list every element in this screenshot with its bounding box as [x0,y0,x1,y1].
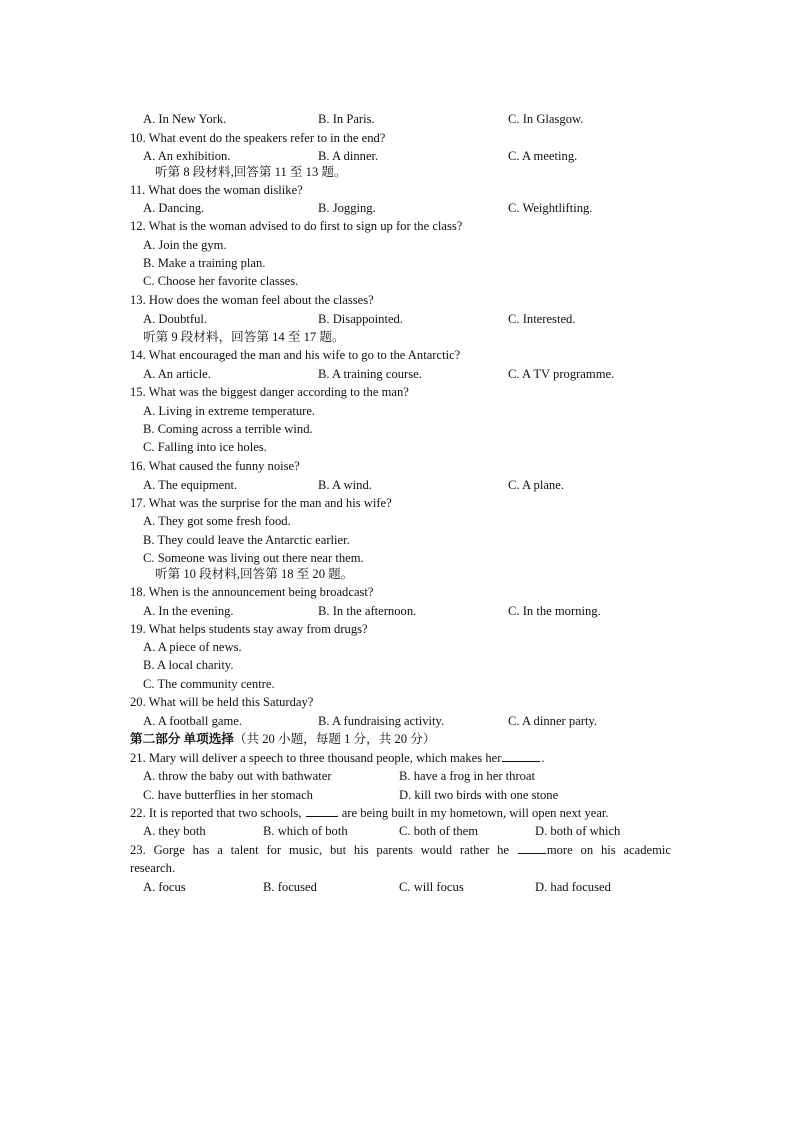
option-b: B. which of both [263,824,348,838]
option-a: A. Living in extreme temperature. [143,404,316,418]
question-stem: 18. When is the announcement being broadcast? [130,585,374,599]
option-d: D. kill two birds with one stone [399,788,559,802]
option-d: D. had focused [535,880,611,894]
option-c: C. Interested. [508,312,576,326]
option-a: A. An article. [143,367,211,381]
option-c: C. both of them [399,824,479,838]
question-stem: 10. What event do the speakers refer to in the end? [130,131,386,145]
option-c: C. Weightlifting. [508,201,593,215]
section-instruction: 听第 9 段材料，回答第 14 至 17 题。 [143,330,345,344]
option-a: A. The equipment. [143,478,238,492]
question-stem: 17. What was the surprise for the man and his wife? [130,496,392,510]
stem-text: 22. It is reported that two schools, [130,806,302,820]
question-stem [130,842,671,858]
part-heading [130,731,435,747]
option-b: B. Disappointed. [318,312,404,326]
option-b: B. A dinner. [318,149,379,163]
option-b: B. Coming across a terrible wind. [143,422,313,436]
answer-blank [518,842,546,854]
option-c: C. In Glasgow. [508,112,584,126]
option-a: A. Doubtful. [143,312,208,326]
question-stem: 11. What does the woman dislike? [130,183,303,197]
stem-text: more on his academic [546,843,671,857]
option-a: A. focus [143,880,186,894]
option-c: C. In the morning. [508,604,601,618]
option-a: A. they both [143,824,206,838]
section-instruction: 听第 10 段材料,回答第 18 至 20 题。 [155,567,354,581]
option-a: A. Join the gym. [143,238,227,252]
option-b: B. have a frog in her throat [399,769,536,783]
part-note: （共 20 小题，每题 1 分，共 20 分） [233,732,436,746]
option-a: A. They got some fresh food. [143,514,291,528]
stem-text: 23. Gorge has a talent for music, but his parents would rather he [130,843,509,857]
option-c: C. A plane. [508,478,564,492]
option-c: C. Falling into ice holes. [143,440,267,454]
option-c: C. A TV programme. [508,367,615,381]
option-b: B. They could leave the Antarctic earlier. [143,533,350,547]
question-stem [130,750,545,766]
question-stem: 14. What encouraged the man and his wife to go to the Antarctic? [130,348,461,362]
option-c: C. A meeting. [508,149,578,163]
option-b: B. A training course. [318,367,422,381]
option-b: B. Make a training plan. [143,256,266,270]
answer-blank [502,750,540,762]
option-a: A. An exhibition. [143,149,231,163]
option-a: A. A football game. [143,714,242,728]
option-c: C. Choose her favorite classes. [143,274,299,288]
question-stem: 20. What will be held this Saturday? [130,695,314,709]
question-stem: 15. What was the biggest danger according to the man? [130,385,409,399]
question-stem [130,805,609,821]
stem-text: 21. Mary will deliver a speech to three thousand people, which makes her [130,751,502,765]
option-c: C. A dinner party. [508,714,598,728]
option-b: B. A local charity. [143,658,234,672]
option-b: B. A wind. [318,478,372,492]
option-c: C. The community centre. [143,677,275,691]
option-b: B. Jogging. [318,201,376,215]
option-b: B. In the afternoon. [318,604,417,618]
option-b: B. focused [263,880,317,894]
stem-text: are being built in my hometown, will open next year. [341,806,609,820]
question-stem: 12. What is the woman advised to do first to sign up for the class? [130,219,463,233]
option-c: C. have butterflies in her stomach [143,788,313,802]
option-c: C. Someone was living out there near them. [143,551,364,565]
option-a: A. In the evening. [143,604,234,618]
option-b: B. In Paris. [318,112,375,126]
answer-blank [306,805,338,817]
option-d: D. both of which [535,824,621,838]
stem-text: . [541,751,545,765]
option-c: C. will focus [399,880,464,894]
part-title: 第二部分 单项选择 [130,732,234,746]
option-b: B. A fundraising activity. [318,714,445,728]
section-instruction: 听第 8 段材料,回答第 11 至 13 题。 [155,165,347,179]
question-stem-continued: research. [130,861,176,875]
option-a: A. throw the baby out with bathwater [143,769,332,783]
question-stem: 13. How does the woman feel about the classes? [130,293,374,307]
option-a: A. In New York. [143,112,227,126]
question-stem: 19. What helps students stay away from drugs? [130,622,368,636]
option-a: A. A piece of news. [143,640,242,654]
question-stem: 16. What caused the funny noise? [130,459,300,473]
option-a: A. Dancing. [143,201,205,215]
